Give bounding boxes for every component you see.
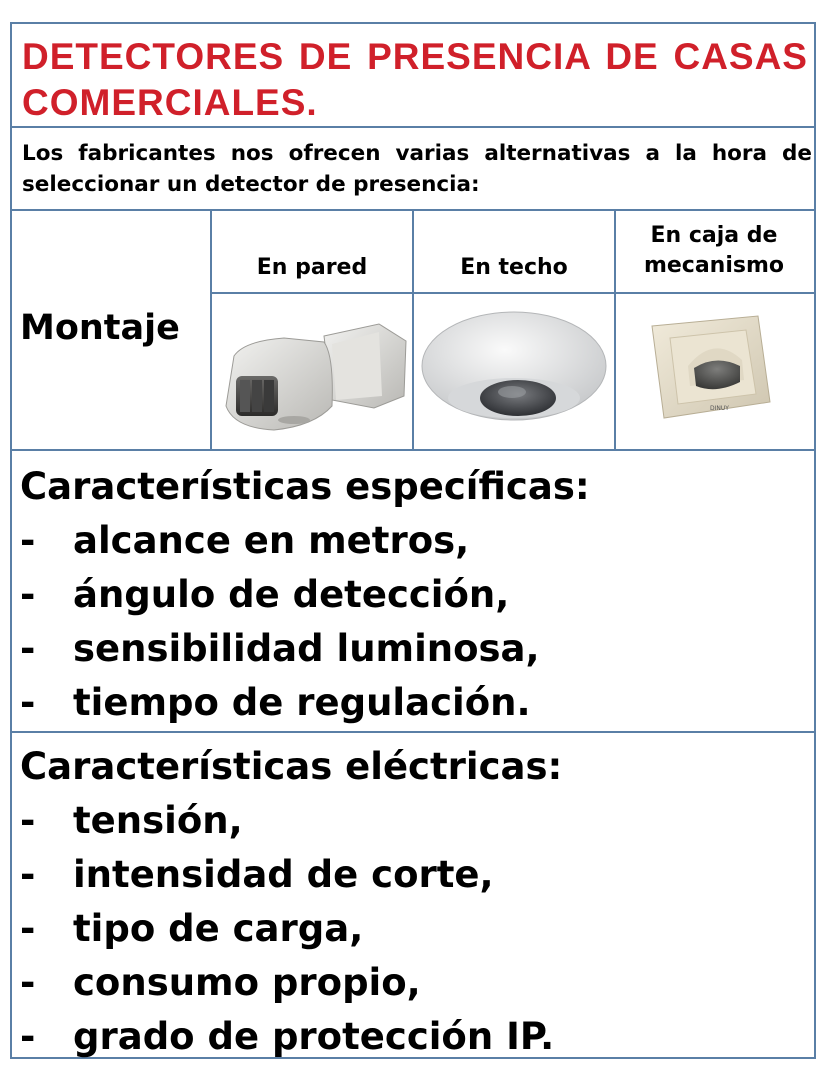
mounting-label: Montaje bbox=[20, 308, 180, 348]
svg-text:DINUY: DINUY bbox=[710, 405, 729, 412]
divider-title bbox=[10, 126, 816, 128]
column-divider-2 bbox=[412, 209, 414, 451]
box-sensor-icon bbox=[618, 296, 812, 448]
divider-specific bbox=[10, 731, 816, 733]
specific-characteristics bbox=[20, 460, 810, 730]
list-item: - sensibilidad luminosa, bbox=[20, 627, 540, 670]
electrical-list bbox=[20, 794, 810, 1064]
specific-heading: Características específicas: bbox=[20, 465, 590, 508]
column-head-ceiling: En techo bbox=[460, 255, 568, 280]
list-item: - consumo propio, bbox=[20, 961, 421, 1004]
column-divider-3 bbox=[614, 209, 616, 451]
ceiling-sensor-icon bbox=[416, 296, 612, 448]
list-item: - ángulo de detección, bbox=[20, 573, 510, 616]
electrical-heading: Características eléctricas: bbox=[20, 745, 563, 788]
divider-column-heads bbox=[211, 292, 816, 294]
page-title: DETECTORES DE PRESENCIA DE CASAS COMERCIALES. bbox=[22, 36, 808, 123]
column-head-wall: En pared bbox=[256, 255, 368, 280]
intro-text: Los fabricantes nos ofrecen varias alternativas a la hora de seleccionar un detector de presencia: bbox=[22, 141, 812, 197]
wall-sensor-icon bbox=[214, 296, 410, 448]
list-item: - tipo de carga, bbox=[20, 907, 364, 950]
column-divider-1 bbox=[210, 209, 212, 451]
list-item: - tiempo de regulación. bbox=[20, 681, 531, 724]
list-item: - intensidad de corte, bbox=[20, 853, 494, 896]
list-item: - alcance en metros, bbox=[20, 519, 470, 562]
list-item: - grado de protección IP. bbox=[20, 1015, 555, 1058]
list-item: - tensión, bbox=[20, 799, 243, 842]
specific-list bbox=[20, 514, 810, 730]
column-head-box: En caja de mecanismo bbox=[643, 223, 785, 278]
electrical-characteristics bbox=[20, 740, 810, 1064]
